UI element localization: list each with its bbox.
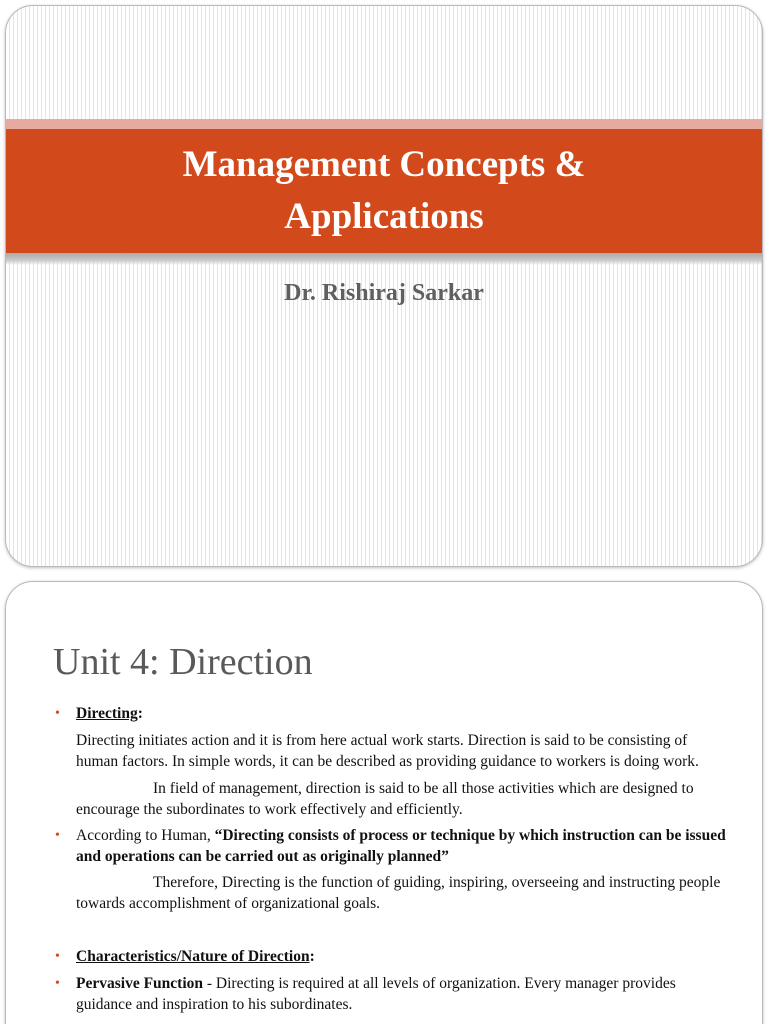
title-line-2: Applications bbox=[284, 196, 484, 237]
according-quote: “Directing consists of process or technique by which instruction can be issued and operations can be carried out as originally planned” bbox=[76, 827, 726, 865]
list-item-characteristics bbox=[53, 946, 733, 967]
directing-paragraph-1: Directing initiates action and it is from here actual work starts. Direction is said to be consisting of human factors. In simple words, it can be described as providing guidance to workers is doing work. bbox=[76, 732, 699, 770]
bullet-icon: • bbox=[55, 949, 60, 964]
title-slide bbox=[5, 5, 763, 567]
bullet-icon: • bbox=[55, 976, 60, 991]
according-paragraph: Therefore, Directing is the function of guiding, inspiring, overseeing and instructing people towards accomplishment of organizational goals. bbox=[76, 874, 721, 912]
title-band-accent bbox=[6, 119, 762, 129]
author-name: Dr. Rishiraj Sarkar bbox=[284, 280, 484, 306]
title-line-1: Management Concepts & bbox=[182, 144, 586, 185]
title-band bbox=[6, 129, 762, 253]
list-item-pervasive bbox=[53, 973, 733, 1015]
directing-heading: Directing bbox=[76, 705, 138, 722]
directing-colon: : bbox=[137, 705, 143, 722]
bullet-icon: • bbox=[55, 706, 60, 721]
presentation-title bbox=[44, 139, 724, 243]
slide-title: Unit 4: Direction bbox=[53, 641, 313, 683]
characteristics-colon: : bbox=[309, 948, 315, 965]
content-slide bbox=[5, 581, 763, 1024]
directing-paragraph-2: In field of management, direction is said to be all those activities which are designed to encourage the subordinates to work effectively and efficiently. bbox=[76, 780, 694, 818]
list-item-according bbox=[53, 825, 733, 867]
pervasive-text: - Directing is required at all levels of organization. Every manager provides guidance and inspiration to his subordinates. bbox=[76, 975, 676, 1013]
bullet-icon: • bbox=[55, 828, 60, 843]
title-band-shadow bbox=[6, 253, 762, 265]
characteristics-heading: Characteristics/Nature of Direction bbox=[76, 948, 310, 965]
list-item-directing bbox=[53, 703, 733, 724]
pervasive-term: Pervasive Function bbox=[76, 975, 203, 992]
according-lead: According to Human, bbox=[76, 827, 215, 844]
slide-content bbox=[53, 700, 733, 1015]
